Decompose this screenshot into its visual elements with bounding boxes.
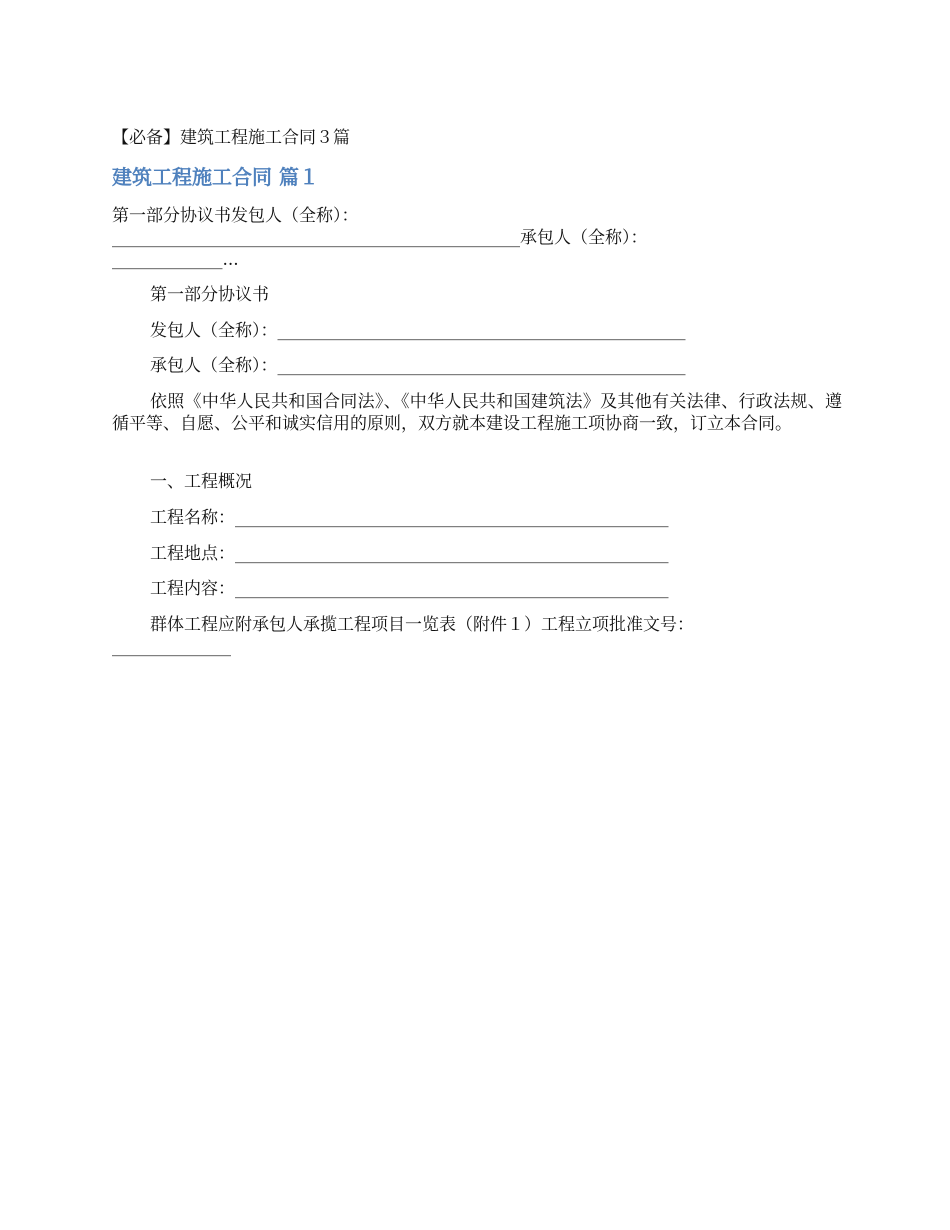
part-title: 第一部分协议书 (150, 285, 269, 305)
document-title: 【必备】建筑工程施工合同３篇 (112, 128, 350, 148)
group-project-line: 群体工程应附承包人承揽工程项目一览表（附件１）工程立项批准文号： (150, 615, 694, 635)
section-heading: 建筑工程施工合同 篇１ (112, 165, 319, 189)
summary-line: 第一部分协议书发包人（全称）： (112, 206, 359, 226)
project-content-field-line: 工程内容：___________________________________________________ (150, 579, 669, 599)
basis-paragraph: 依照《中华人民共和国合同法》、《中华人民共和国建筑法》及其他有关法律、行政法规、遵循平等、自愿、公平和诚实信用的原则，双方就本建设工程施工项协商一致，订立本合同。 (112, 392, 842, 434)
employer-field-line: 发包人（全称）：________________________________________________ (150, 321, 686, 341)
summary-line: _____________... (112, 250, 239, 270)
project-location-field-line: 工程地点：___________________________________________________ (150, 544, 669, 564)
contractor-field-line: 承包人（全称）：________________________________________________ (150, 356, 686, 376)
project-name-field-line: 工程名称：___________________________________________________ (150, 508, 669, 528)
approval-number-blank: ______________ (112, 637, 231, 657)
summary-line: ________________________________________________承包人（全称）： (112, 228, 648, 248)
overview-heading: 一、工程概况 (150, 472, 252, 492)
